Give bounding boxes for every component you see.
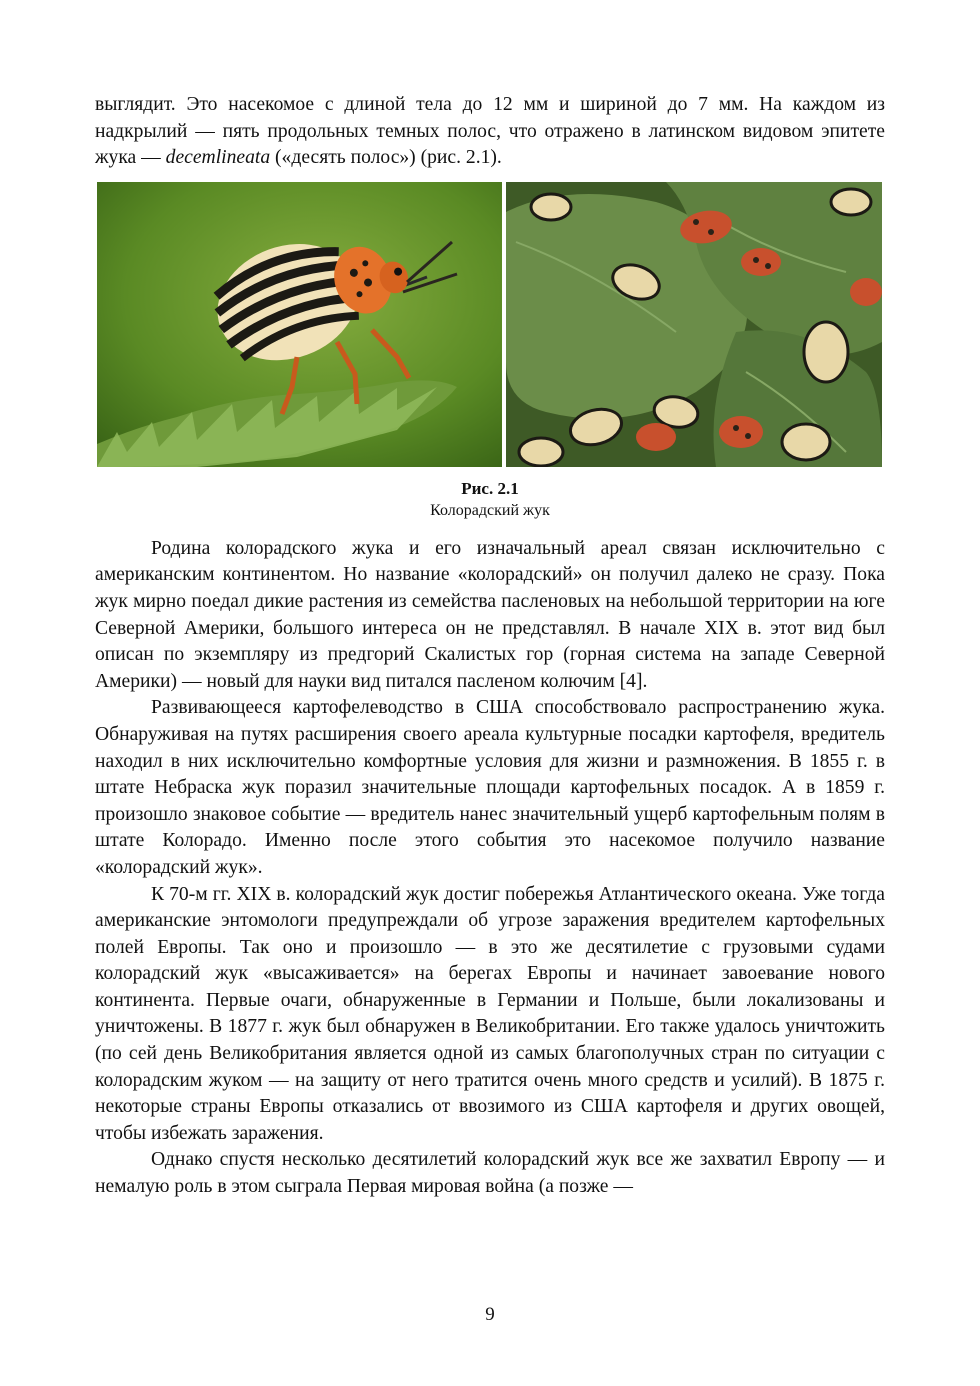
figure-caption (95, 478, 885, 522)
latin-epithet: decemlineata (165, 147, 271, 169)
paragraph-europe-capture: Однако спустя несколько десятилетий колорадский жук все же захватил Европу — и немалую роль в этом сыграла Первая мировая война (а позже — (95, 1149, 885, 1198)
intro-text-end: («десять полос») (рис. 2.1). (270, 147, 502, 169)
beetle-closeup-photo (97, 182, 502, 467)
figure-colorado-beetle (95, 182, 885, 472)
page-body (95, 92, 885, 1201)
paragraph-intro (95, 92, 885, 172)
paragraph-origin: Родина колорадского жука и его изначальный ареал связан исключительно с американским континентом. Но название «колорадский» он получил далеко не сразу. Пока жук мирно поедал дикие растения из семейства пасленовых на небольшой территории на юге Северной Америки, большого интереса он не представлял. В начале XIX в. этот вид был описан по экземпляру из предгорий Скалистых гор (горная система на западе Северной Америки) — новый для науки вид питался пасленом колючим [4]. (95, 537, 885, 692)
figure-title: Колорадский жук (430, 501, 550, 519)
paragraph-spread-europe: К 70-м гг. XIX в. колорадский жук достиг побережья Атлантического океана. Уже тогда американские энтомологи предупреждали об угрозе заражения вредителем картофельных полей Европы. Так оно и произошло — в это же десятилетие с грузовыми судами колорадский жук «высаживается» на берегах Европы и начинает завоевание нового континента. Первые очаги, обнаруженные в Германии и Польше, были локализованы и уничтожены. В 1877 г. жук был обнаружен в Великобритании. Его также удалось уничтожить (по сей день Великобритания является одной из самых благополучных стран по ситуации с колорадским жуком — на защиту от него тратится очень много средств и усилий). В 1875 г. некоторые страны Европы отказались от ввозимого из США картофеля и других овощей, чтобы избежать заражения. (95, 883, 885, 1144)
intro-text-start: выглядит. Это насекомое с длиной тела до 12 мм и шириной до 7 мм. На каждом из надкрылий — пять продольных темных полос, что отражено в латинском видовом эпитете жука — (95, 94, 885, 169)
beetles-on-leaves-photo (506, 182, 882, 467)
figure-label: Рис. 2.1 (461, 478, 519, 498)
page-number: 9 (485, 1304, 495, 1325)
paragraph-spread-usa: Развивающееся картофелеводство в США способствовало распространению жука. Обнаруживая на путях расширения своего ареала культурные посадки картофеля, вредитель находил в них исключительно комфортные условия для жизни и размножения. В 1855 г. в штате Небраска жук поразил значительные площади картофельных посадок. А в 1859 г. произошло знаковое событие — вредитель нанес значительный ущерб картофельным полям в штате Колорадо. Именно после этого события это насекомое получило название «колорадский жук». (95, 697, 885, 878)
